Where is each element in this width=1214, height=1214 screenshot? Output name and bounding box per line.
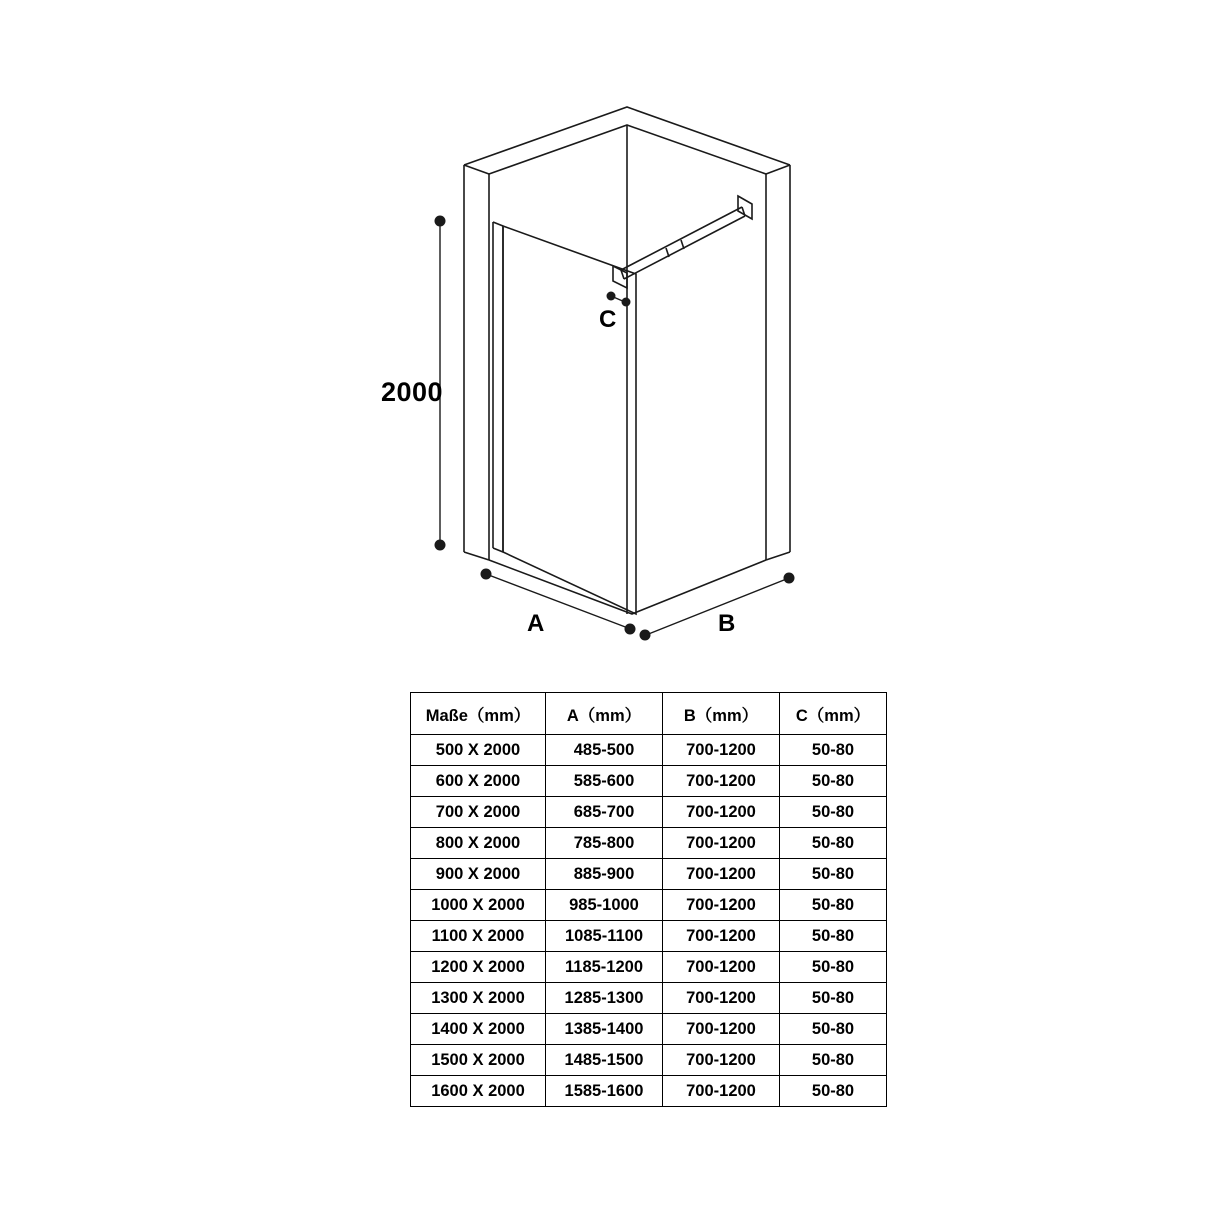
cell-masse: 1200 X 2000 (411, 952, 546, 983)
table-row (411, 983, 887, 1014)
cell-b: 700-1200 (663, 828, 780, 859)
cell-masse: 1500 X 2000 (411, 1045, 546, 1076)
cell-a: 785-800 (546, 828, 663, 859)
table-body (411, 735, 887, 1107)
column-header-b: B（mm） (663, 693, 780, 735)
height-dimension-dot-top (435, 216, 446, 227)
cell-c: 50-80 (780, 1014, 887, 1045)
cell-b: 700-1200 (663, 735, 780, 766)
cell-c: 50-80 (780, 828, 887, 859)
cell-b: 700-1200 (663, 859, 780, 890)
cell-a: 1085-1100 (546, 921, 663, 952)
support-bar-bottom-edge (624, 216, 745, 279)
c-dimension-label: C (599, 306, 617, 333)
cell-a: 1485-1500 (546, 1045, 663, 1076)
cell-a: 1585-1600 (546, 1076, 663, 1107)
cell-b: 700-1200 (663, 890, 780, 921)
right-wall-bottom-thickness (766, 552, 790, 560)
a-dimension-dot-left (481, 569, 492, 580)
cell-c: 50-80 (780, 859, 887, 890)
cell-masse: 1000 X 2000 (411, 890, 546, 921)
table-row (411, 1045, 887, 1076)
cell-b: 700-1200 (663, 921, 780, 952)
cell-a: 1185-1200 (546, 952, 663, 983)
left-wall-bottom-thickness (464, 552, 489, 560)
cell-a: 685-700 (546, 797, 663, 828)
table-row (411, 1076, 887, 1107)
cell-masse: 600 X 2000 (411, 766, 546, 797)
spec-table (410, 692, 887, 1107)
cell-a: 985-1000 (546, 890, 663, 921)
cell-b: 700-1200 (663, 952, 780, 983)
cell-a: 885-900 (546, 859, 663, 890)
cell-c: 50-80 (780, 921, 887, 952)
cell-masse: 700 X 2000 (411, 797, 546, 828)
column-header-c: C（mm） (780, 693, 887, 735)
cell-a: 585-600 (546, 766, 663, 797)
cell-c: 50-80 (780, 766, 887, 797)
table-row (411, 735, 887, 766)
cell-b: 700-1200 (663, 797, 780, 828)
wall-profile-top (493, 222, 503, 226)
table-row (411, 828, 887, 859)
a-dimension-dot-right (625, 624, 636, 635)
wall-profile-bottom (493, 548, 503, 552)
cell-b: 700-1200 (663, 1045, 780, 1076)
cell-c: 50-80 (780, 797, 887, 828)
table-row (411, 859, 887, 890)
cell-a: 485-500 (546, 735, 663, 766)
height-dimension-dot-bottom (435, 540, 446, 551)
table-row (411, 766, 887, 797)
cell-masse: 1400 X 2000 (411, 1014, 546, 1045)
cell-masse: 1300 X 2000 (411, 983, 546, 1014)
height-dimension-label: 2000 (381, 377, 444, 407)
column-header-a: A（mm） (546, 693, 663, 735)
table-header-row (411, 693, 887, 735)
cell-b: 700-1200 (663, 1014, 780, 1045)
b-dimension-dot-right (784, 573, 795, 584)
cell-c: 50-80 (780, 1076, 887, 1107)
cell-c: 50-80 (780, 952, 887, 983)
right-wall-top-thickness (766, 165, 790, 174)
cell-c: 50-80 (780, 983, 887, 1014)
table-row (411, 921, 887, 952)
cell-b: 700-1200 (663, 1076, 780, 1107)
cell-masse: 1600 X 2000 (411, 1076, 546, 1107)
table-row (411, 952, 887, 983)
size-specification-table (410, 692, 887, 1107)
a-dimension-label: A (527, 610, 545, 637)
c-dimension-dot-left (607, 292, 616, 301)
cell-c: 50-80 (780, 1045, 887, 1076)
table-row (411, 890, 887, 921)
left-wall-top-thickness (464, 165, 489, 174)
glass-panel (503, 226, 636, 614)
cell-masse: 1100 X 2000 (411, 921, 546, 952)
cell-a: 1285-1300 (546, 983, 663, 1014)
cell-a: 1385-1400 (546, 1014, 663, 1045)
column-header-masse: Maße（mm） (411, 693, 546, 735)
b-dimension-label: B (718, 610, 736, 637)
cell-masse: 900 X 2000 (411, 859, 546, 890)
cell-b: 700-1200 (663, 983, 780, 1014)
table-row (411, 1014, 887, 1045)
cell-c: 50-80 (780, 890, 887, 921)
table-row (411, 797, 887, 828)
cell-b: 700-1200 (663, 766, 780, 797)
support-bar-top-edge (621, 207, 742, 270)
b-dimension-dot-left (640, 630, 651, 641)
c-dimension-dot-right (622, 298, 631, 307)
cell-masse: 800 X 2000 (411, 828, 546, 859)
cell-masse: 500 X 2000 (411, 735, 546, 766)
cell-c: 50-80 (780, 735, 887, 766)
